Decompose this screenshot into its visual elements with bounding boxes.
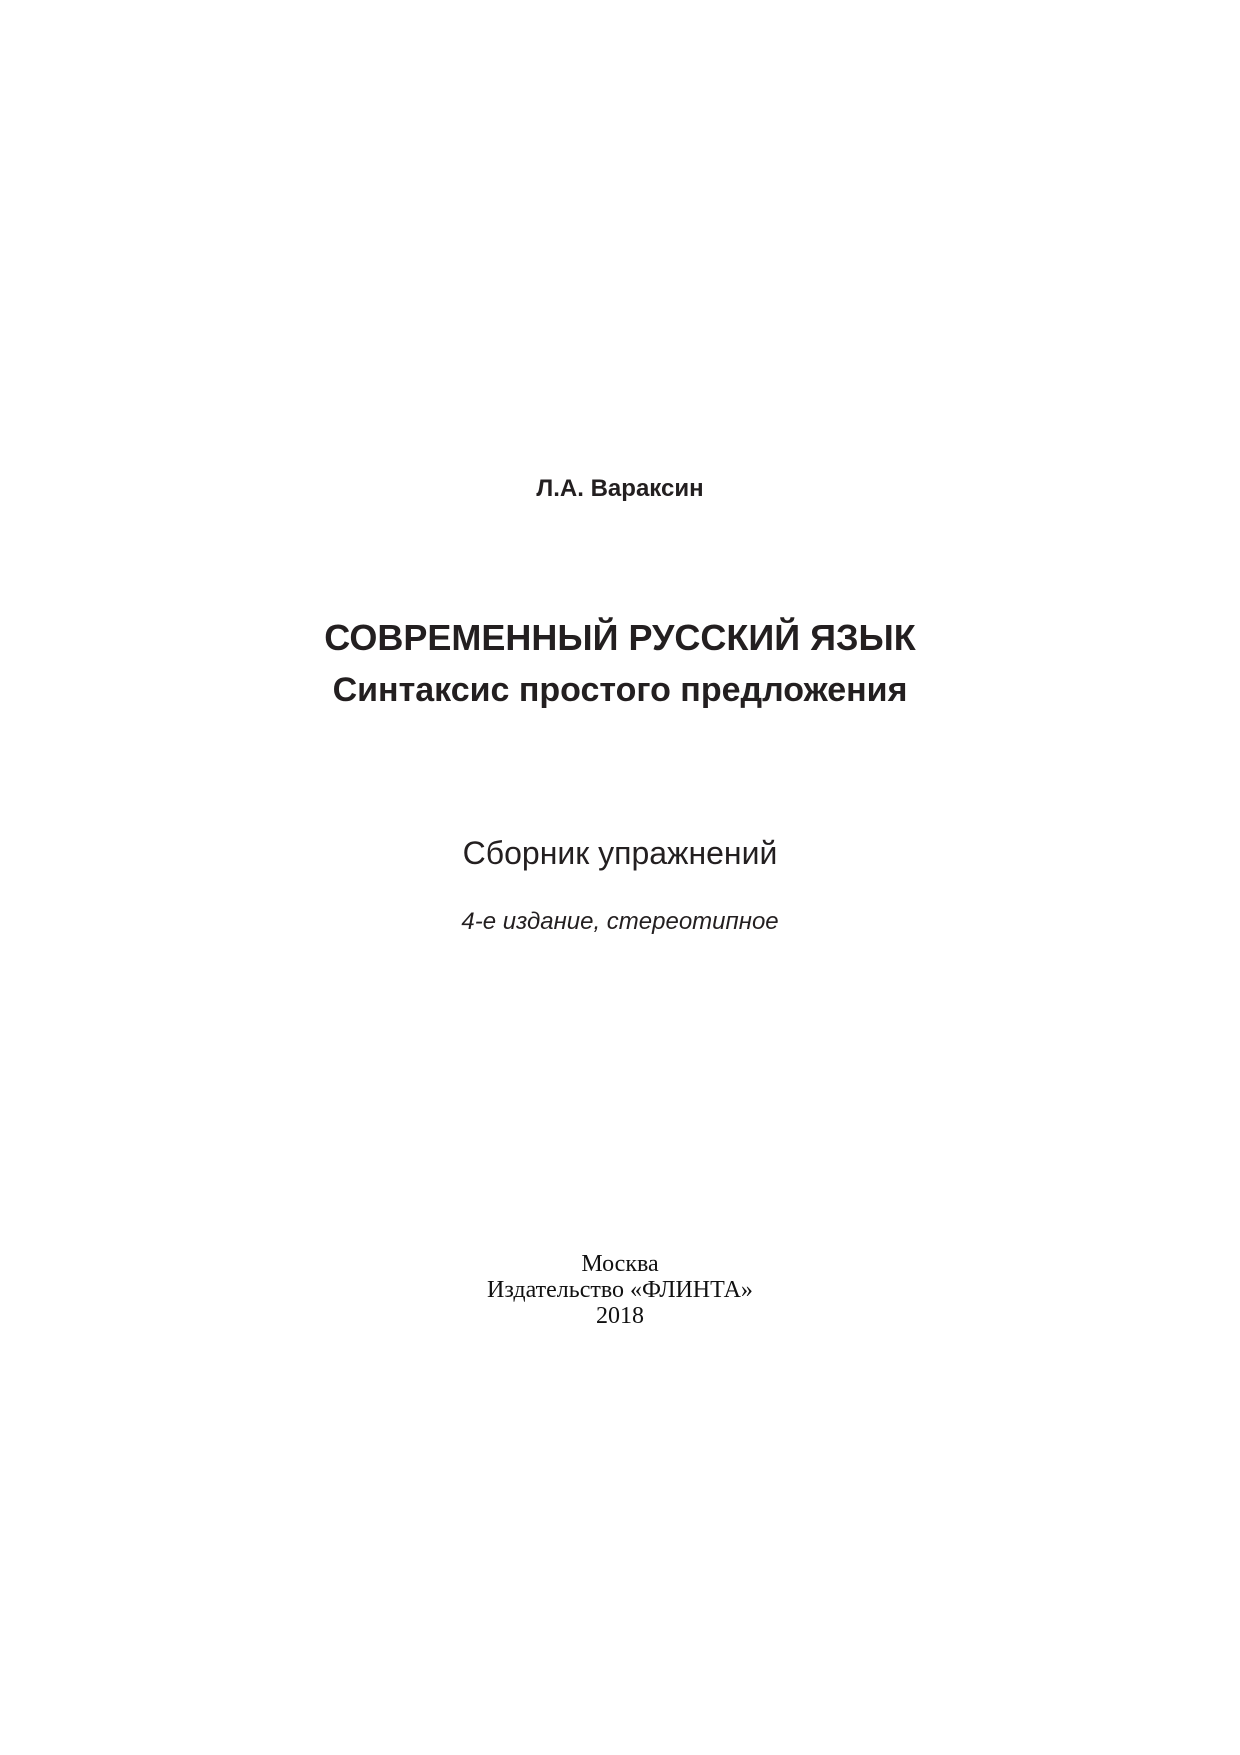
imprint-publisher: Издательство «ФЛИНТА» [487, 1277, 753, 1303]
book-subtitle: Синтаксис простого предложения [332, 671, 908, 709]
author-name: Л.А. Вараксин [536, 475, 704, 502]
book-genre: Сборник упражнений [462, 835, 778, 871]
book-title: СОВРЕМЕННЫЙ РУССКИЙ ЯЗЫК [324, 617, 916, 658]
imprint-year: 2018 [596, 1303, 644, 1329]
edition-note: 4-е издание, стереотипное [461, 908, 779, 935]
imprint-city: Москва [581, 1251, 659, 1277]
